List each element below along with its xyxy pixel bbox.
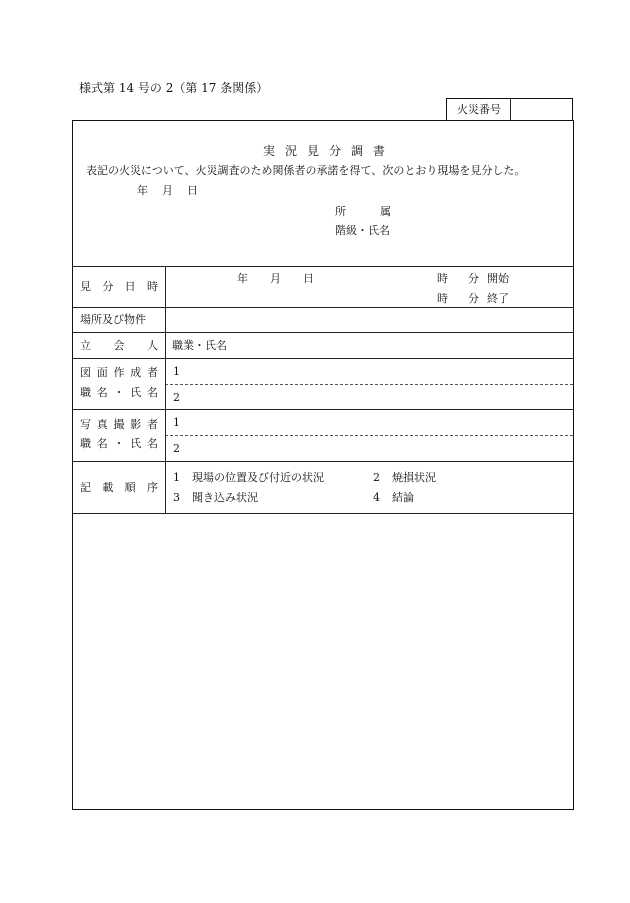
order-label: 記 載 順 序 (80, 481, 158, 494)
affiliation-label: 所 属 (335, 205, 391, 218)
photographer-entry-1[interactable]: 1 (173, 416, 180, 429)
drawing-creator-entry-2[interactable]: 2 (173, 391, 180, 404)
order-item-3: 3 聞き込み状況 (173, 491, 258, 504)
drawing-creator-label: 図 面 作 成 者 (80, 366, 158, 379)
inspection-body-area[interactable] (74, 515, 572, 807)
photographer-label: 写 真 撮 影 者 (80, 418, 158, 431)
fire-number-box (446, 98, 573, 120)
document-title: 実 況 見 分 調 書 (263, 144, 385, 158)
photographer-entry-2[interactable]: 2 (173, 442, 180, 455)
order-item-1: 1 現場の位置及び付近の状況 (173, 471, 324, 484)
witness-field[interactable]: 職業・氏名 (172, 339, 227, 352)
form-number: 様式第 14 号の 2（第 17 条関係） (79, 81, 269, 95)
inspection-date[interactable]: 年 月 日 (237, 272, 314, 285)
drawing-creator-entry-1[interactable]: 1 (173, 365, 180, 378)
rank-name-label: 階級・氏名 (335, 224, 390, 237)
location-label: 場所及び物件 (80, 313, 146, 326)
inspection-start-time[interactable]: 時 分 開始 (437, 272, 509, 285)
statement-text: 表記の火災について、火災調査のため関係者の承諾を得て、次のとおり現場を見分した。 (86, 164, 526, 177)
drawing-creator-sublabel: 職 名 ・ 氏 名 (80, 386, 158, 399)
order-item-4: 4 結論 (373, 491, 414, 504)
report-date[interactable]: 年 月 日 (137, 184, 198, 197)
photographer-sublabel: 職 名 ・ 氏 名 (80, 437, 158, 450)
location-field[interactable] (167, 309, 571, 331)
order-item-2: 2 焼損状況 (373, 471, 436, 484)
inspection-datetime-label: 見 分 日 時 (80, 280, 158, 293)
witness-label: 立 会 人 (80, 339, 158, 352)
inspection-end-time[interactable]: 時 分 終了 (437, 292, 509, 305)
fire-number-label: 火災番号 (457, 103, 501, 116)
